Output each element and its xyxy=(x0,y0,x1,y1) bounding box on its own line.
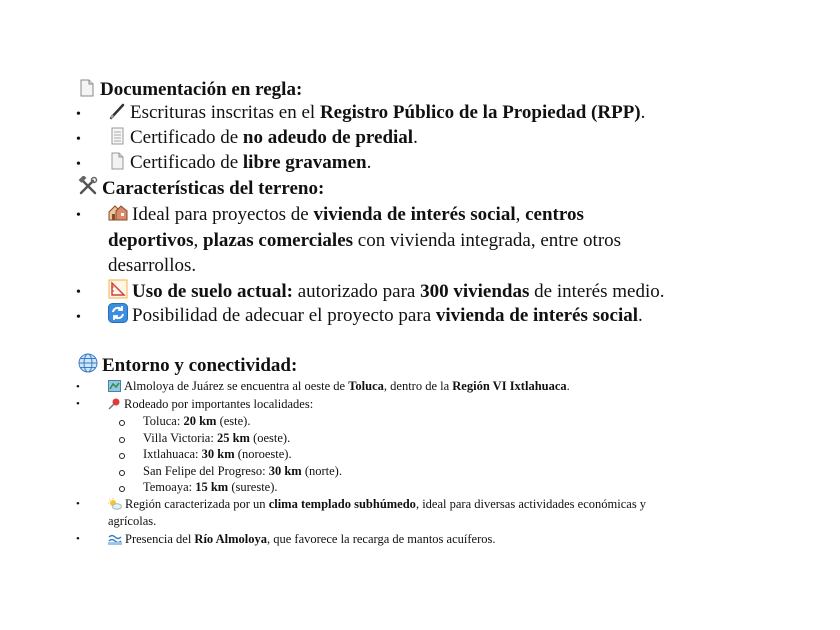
bullet: • xyxy=(76,132,81,147)
sublist-item: Temoaya: 15 km (sureste). xyxy=(143,480,278,494)
bullet: • xyxy=(76,533,80,545)
sub-bullet xyxy=(119,420,125,426)
list-item: Ideal para proyectos de vivienda de interés social, centros xyxy=(108,202,584,227)
houses-icon xyxy=(108,202,128,222)
list-item: Uso de suelo actual: autorizado para 300 viviendas de interés medio. xyxy=(108,279,664,304)
list-item: Certificado de no adeudo de predial. xyxy=(108,126,418,150)
list-item-continuation: desarrollos. xyxy=(108,255,197,276)
list-item-continuation: deportivos, plazas comerciales con vivienda integrada, entre otros xyxy=(108,230,622,251)
sub-bullet xyxy=(119,453,125,459)
section-documentacion-heading xyxy=(78,78,302,102)
bullet: • xyxy=(76,498,80,510)
section-title: Documentación en regla: xyxy=(100,79,303,100)
water-icon xyxy=(108,533,122,545)
page-icon xyxy=(108,152,126,170)
refresh-icon xyxy=(108,303,128,323)
bullet: • xyxy=(76,157,81,172)
bullet: • xyxy=(76,285,81,300)
pushpin-icon xyxy=(108,398,121,410)
list-item: Almoloya de Juárez se encuentra al oeste de Toluca, dentro de la Región VI Ixtlahuaca. xyxy=(108,378,570,394)
section-title: Entorno y conectividad: xyxy=(102,355,298,376)
sublist-item: Ixtlahuaca: 30 km (noroeste). xyxy=(143,447,292,461)
sun-cloud-icon xyxy=(108,498,122,510)
triangle-ruler-icon xyxy=(108,279,128,299)
sub-bullet xyxy=(119,470,125,476)
list-item: Presencia del Río Almoloya, que favorece la recarga de mantos acuíferos. xyxy=(108,531,495,547)
sub-bullet xyxy=(119,486,125,492)
list-item: Región caracterizada por un clima templado subhúmedo, ideal para diversas actividades económicas y xyxy=(108,496,646,512)
section-caracteristicas-heading xyxy=(78,176,324,201)
sublist-item: San Felipe del Progreso: 30 km (norte). xyxy=(143,463,342,478)
section-entorno-heading xyxy=(78,353,297,378)
sublist-item: Toluca: 20 km (este). xyxy=(143,414,251,428)
sublist-item: Villa Victoria: 25 km (oeste). xyxy=(143,430,291,445)
list-item-continuation: agrícolas. xyxy=(108,514,157,528)
globe-icon xyxy=(78,353,98,373)
list-item: Certificado de libre gravamen. xyxy=(108,151,371,175)
document-icon xyxy=(78,79,96,97)
bullet: • xyxy=(76,381,80,393)
section-title: Características del terreno: xyxy=(102,178,325,199)
bullet: • xyxy=(76,208,81,223)
sub-bullet xyxy=(119,437,125,443)
list-item: Rodeado por importantes localidades: xyxy=(108,396,313,412)
ledger-icon xyxy=(108,127,126,145)
hammer-wrench-icon xyxy=(78,176,98,196)
list-item: Posibilidad de adecuar el proyecto para vivienda de interés social. xyxy=(108,303,643,328)
bullet: • xyxy=(76,398,80,410)
pen-icon xyxy=(108,102,126,120)
bullet: • xyxy=(76,107,81,122)
bullet: • xyxy=(76,310,81,325)
list-item: Escrituras inscritas en el Registro Público de la Propiedad (RPP). xyxy=(108,101,645,125)
map-icon xyxy=(108,380,121,392)
